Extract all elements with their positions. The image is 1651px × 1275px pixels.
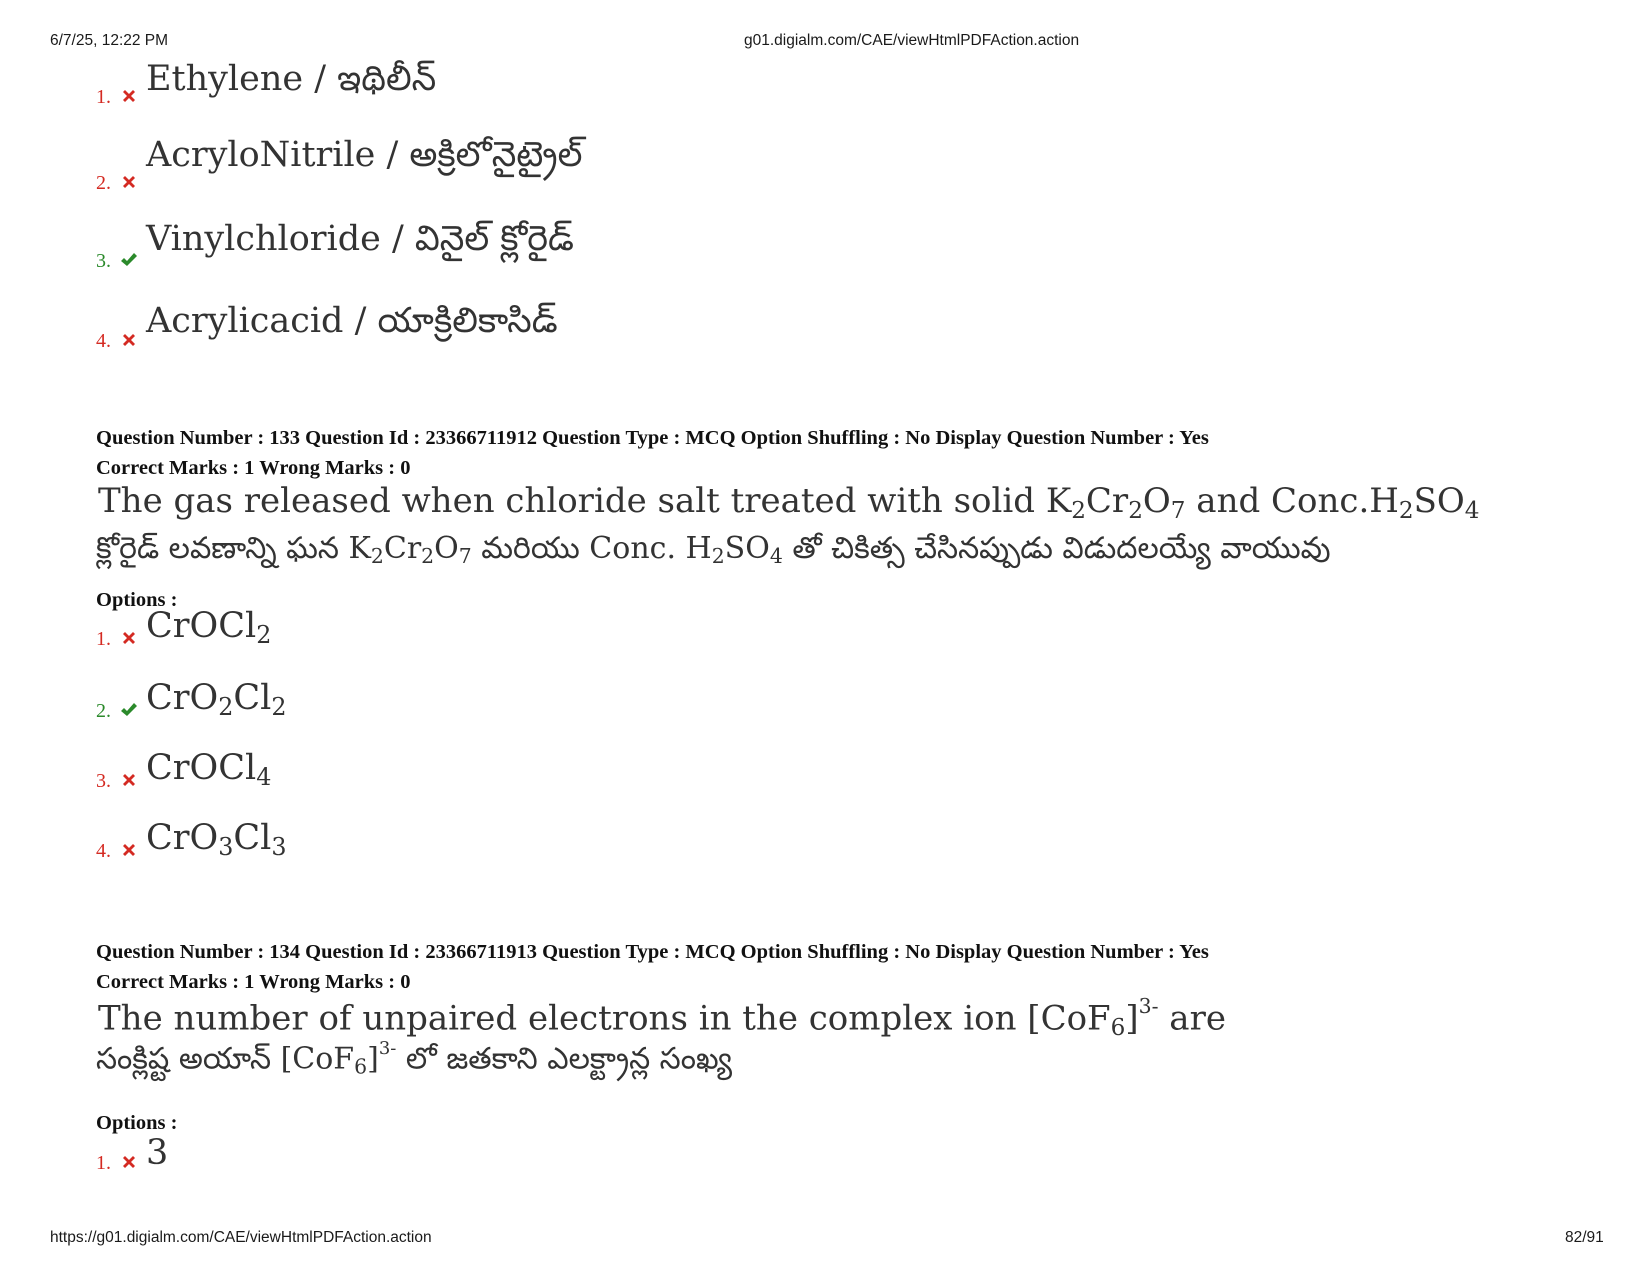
cross-icon [120, 841, 138, 859]
question-meta: Question Number : 134 Question Id : 23366711913 Question Type : MCQ Option Shuffling : No Display Question Number : Yes [96, 941, 1209, 963]
cross-icon [120, 629, 138, 647]
option-text: Vinylchloride / వినైల్ క్లోరైడ్ [146, 219, 574, 259]
print-footer-url: https://g01.digialm.com/CAE/viewHtmlPDFAction.action [50, 1229, 432, 1246]
cross-icon [120, 331, 138, 349]
checkmark-icon [120, 701, 138, 719]
option-number: 2. [96, 700, 111, 722]
cross-icon [120, 1153, 138, 1171]
option-text: 3 [146, 1133, 169, 1173]
options-label: Options : [96, 1112, 178, 1134]
option-text: CrOCl$_2$ [146, 606, 272, 649]
cross-icon [120, 771, 138, 789]
option-number: 2. [96, 172, 111, 194]
cross-icon [120, 87, 138, 105]
question-text-te: సంక్లిష్ట అయాన్ $[CoF_6]^{3-}$ లో జతకాని ఎలక్ట్రాన్ల సంఖ్య [96, 1038, 732, 1079]
option-number: 1. [96, 628, 111, 650]
options-label: Options : [96, 589, 178, 611]
option-text: CrOCl$_4$ [146, 748, 272, 791]
option-text: AcryloNitrile / అక్రిలోనైట్రైల్ [146, 135, 583, 175]
question-text-en: The number of unpaired electrons in the complex ion $[CoF_6]^{3-}$ are [98, 994, 1226, 1042]
option-text: $CrO_2Cl_2$ [146, 678, 287, 721]
question-marks: Correct Marks : 1 Wrong Marks : 0 [96, 971, 411, 993]
option-number: 1. [96, 86, 111, 108]
option-number: 3. [96, 250, 111, 272]
checkmark-icon [120, 251, 138, 269]
option-text: Acrylicacid / యాక్రిలికాసిడ్ [146, 301, 558, 341]
option-number: 1. [96, 1152, 111, 1174]
option-number: 4. [96, 330, 111, 352]
question-marks: Correct Marks : 1 Wrong Marks : 0 [96, 457, 411, 479]
question-meta: Question Number : 133 Question Id : 23366711912 Question Type : MCQ Option Shuffling : No Display Question Number : Yes [96, 427, 1209, 449]
option-number: 3. [96, 770, 111, 792]
question-text-en: The gas released when chloride salt treated with solid $K_2Cr_2O_7$ and $Conc.H_2SO_4$ [98, 481, 1480, 524]
option-number: 4. [96, 840, 111, 862]
option-text: $CrO_3Cl_3$ [146, 818, 287, 861]
question-text-te: క్లోరైడ్ లవణాన్ని ఘన $K_2Cr_2O_7$ మరియు Conc. $H_2SO_4$ తో చికిత్స చేసినప్పుడు విడుదలయ్యే వాయువు [96, 531, 1331, 569]
option-text: Ethylene / ఇథిలీన్ [146, 59, 437, 99]
cross-icon [120, 173, 138, 191]
print-datetime: 6/7/25, 12:22 PM [50, 32, 169, 49]
print-header-url: g01.digialm.com/CAE/viewHtmlPDFAction.action [744, 32, 1080, 49]
page-number: 82/91 [1565, 1229, 1604, 1246]
